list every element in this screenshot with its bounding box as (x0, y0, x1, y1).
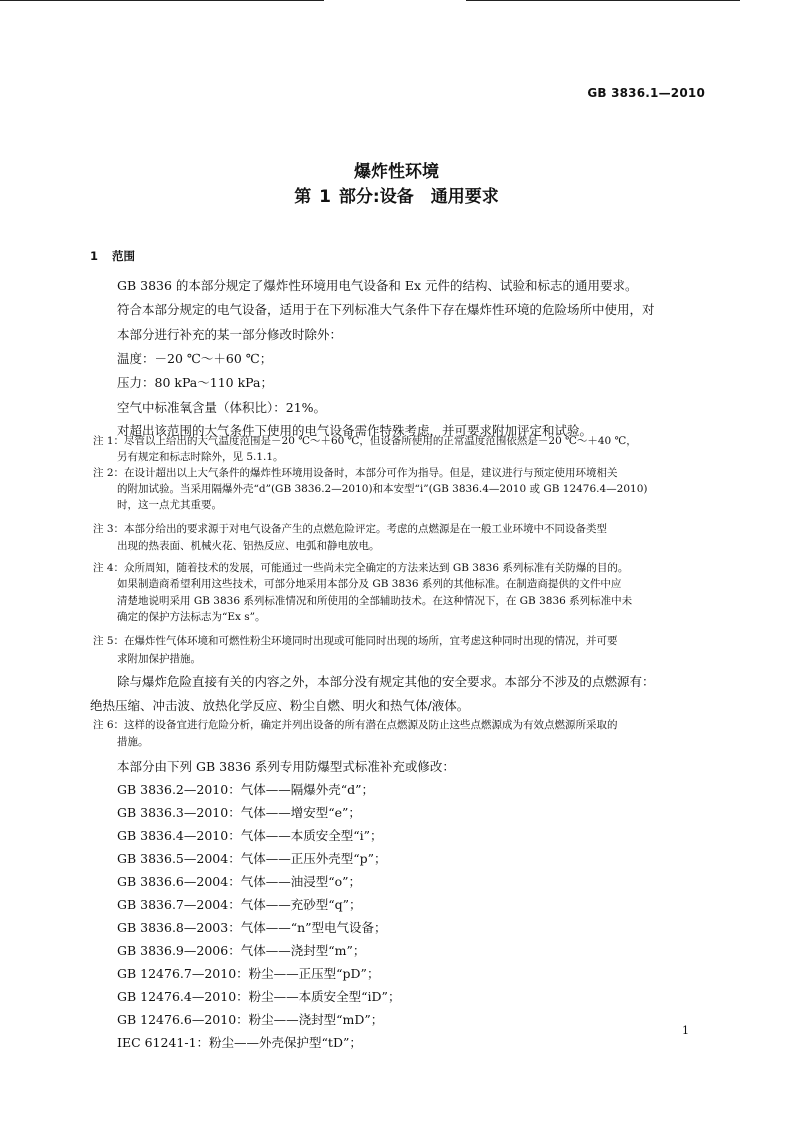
note-line: 求附加保护措施。 (117, 653, 201, 665)
text-line: 温度：－20 ℃～＋60 ℃； (117, 351, 273, 366)
text-line: 对超出该范围的大气条件下使用的电气设备需作特殊考虑，并可要求附加评定和试验。 (117, 423, 593, 438)
section-number: 1 (90, 249, 99, 263)
text-line: GB 3836.6—2004：气体——油浸型“o”； (117, 874, 362, 889)
text-line: GB 12476.6—2010：粉尘——浇封型“mD”； (117, 1012, 384, 1027)
note-line: 措施。 (117, 736, 149, 748)
standard-code: GB 3836.1—2010 (587, 86, 705, 100)
text-line: 绝热压缩、冲击波、放热化学反应、粉尘自燃、明火和热气体/液体。 (90, 698, 470, 713)
text-line: 符合本部分规定的电气设备，适用于在下列标准大气条件下存在爆炸性环境的危险场所中使用，对 (117, 302, 655, 317)
note-line: 如果制造商希望利用这些技术，可部分地采用本部分及 GB 3836 系列的其他标准。在制造商提供的文件中应 (117, 578, 622, 590)
note-line: 出现的热表面、机械火花、铝热反应、电弧和静电放电。 (117, 540, 380, 552)
text-line: GB 12476.4—2010：粉尘——本质安全型“iD”； (117, 989, 401, 1004)
page-number: 1 (682, 1024, 689, 1037)
text-line: 本部分进行补充的某一部分修改时除外： (117, 327, 343, 342)
text-line: IEC 61241-1：粉尘——外壳保护型“tD”； (117, 1035, 362, 1050)
text-line: 除与爆炸危险直接有关的内容之外，本部分没有规定其他的安全要求。本部分不涉及的点燃源有： (117, 674, 655, 689)
note-line: 清楚地说明采用 GB 3836 系列标准情况和所使用的全部辅助技术。在这种情况下，在 GB 3836 系列标准中未 (117, 595, 633, 607)
text-line: 空气中标准氧含量（体积比）：21%。 (117, 400, 327, 415)
text-line: GB 3836.7—2004：气体——充砂型“q”； (117, 897, 362, 912)
note-line: 的附加试验。当采用隔爆外壳“d”(GB 3836.2—2010)和本安型“i”(GB 3836.4—2010 或 GB 12476.4—2010) (117, 483, 648, 495)
text-line: GB 3836.4—2010：气体——本质安全型“i”； (117, 828, 383, 843)
text-line: GB 3836.3—2010：气体——增安型“e”； (117, 805, 361, 820)
note-line: 注 1：尽管以上给出的大气温度范围是－20 ℃～＋60 ℃，但设备所使用的正常温度范围依然是－20 ℃～＋40 ℃， (93, 435, 637, 447)
note-line: 确定的保护方法标志为“Ex s”。 (117, 611, 266, 623)
note-line: 注 3：本部分给出的要求源于对电气设备产生的点燃危险评定。考虑的点燃源是在一般工业环境中不同设备类型 (93, 523, 608, 535)
note-line: 注 5：在爆炸性气体环境和可燃性粉尘环境同时出现或可能同时出现的场所，宜考虑这种同时出现的情况，并可要 (93, 635, 618, 647)
text-line: 本部分由下列 GB 3836 系列专用防爆型式标准补充或修改： (117, 759, 455, 774)
note-line: 注 2：在设计超出以上大气条件的爆炸性环境用设备时，本部分可作为指导。但是，建议进行与预定使用环境相关 (93, 467, 618, 479)
note-line: 注 6：这样的设备宜进行危险分析，确定并列出设备的所有潜在点燃源及防止这些点燃源成为有效点燃源所采取的 (93, 719, 618, 731)
note-line: 另有规定和标志时除外，见 5.1.1。 (117, 451, 284, 463)
top-rule-right (466, 0, 740, 1)
text-line: GB 3836.2—2010：气体——隔爆外壳“d”； (117, 782, 374, 797)
note-line: 时，这一点尤其重要。 (117, 499, 222, 511)
text-line: GB 3836.5—2004：气体——正压外壳型“p”； (117, 851, 387, 866)
text-line: GB 3836.9—2006：气体——浇封型“m”； (117, 943, 366, 958)
text-line: GB 3836 的本部分规定了爆炸性环境用电气设备和 Ex 元件的结构、试验和标志的通用要求。 (117, 278, 638, 293)
text-line: GB 3836.8—2003：气体——“n”型电气设备； (117, 920, 387, 935)
note-line: 注 4：众所周知，随着技术的发展，可能通过一些尚未完全确定的方法来达到 GB 3836 系列标准有关防爆的目的。 (93, 562, 629, 574)
top-rule-left (0, 0, 324, 1)
text-line: GB 12476.7—2010：粉尘——正压型“pD”； (117, 966, 380, 981)
section-title: 范围 (112, 249, 136, 263)
document-title: 爆炸性环境 (354, 162, 439, 182)
text-line: 压力：80 kPa～110 kPa； (117, 375, 273, 390)
section-heading (90, 248, 135, 264)
document-subtitle: 第 1 部分:设备 通用要求 (294, 187, 499, 207)
